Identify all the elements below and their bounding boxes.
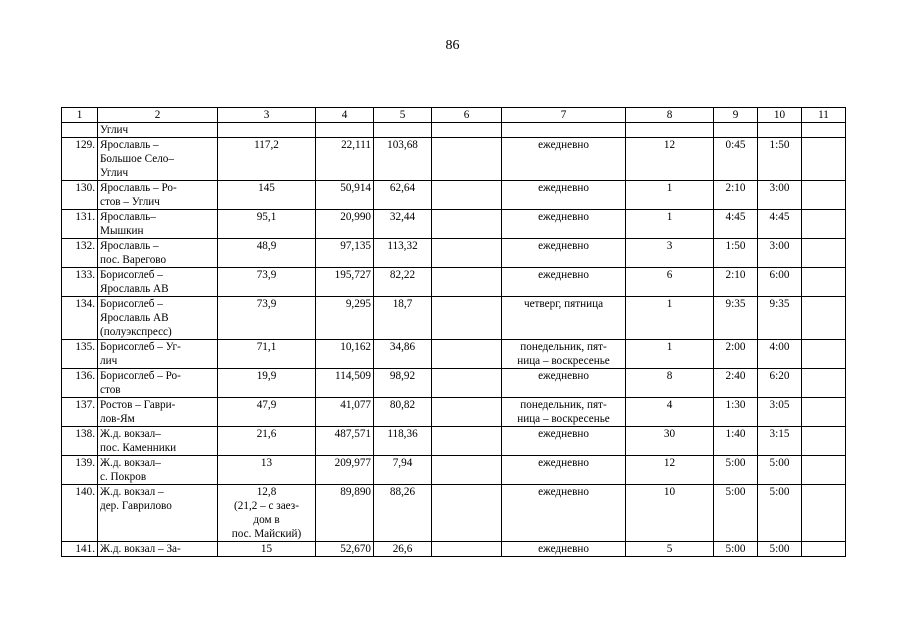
routes-table [61,107,846,557]
table-cell: 1 [626,210,714,239]
table-cell: 118,36 [374,427,432,456]
table-header-row [62,108,846,123]
table-cell [714,123,758,138]
table-cell: 82,22 [374,268,432,297]
table-cell: 26,6 [374,542,432,557]
table-cell: ежедневно [502,369,626,398]
table-cell: 6:20 [758,369,802,398]
table-cell: 2:00 [714,340,758,369]
table-cell: 9,295 [316,297,374,340]
table-row [62,340,846,369]
table-cell: 103,68 [374,138,432,181]
table-cell: 13 [218,456,316,485]
table-cell: 136. [62,369,98,398]
table-cell [432,542,502,557]
column-header-6: 6 [432,108,502,123]
table-cell [626,123,714,138]
table-cell [432,210,502,239]
table-cell: 34,86 [374,340,432,369]
table-cell: понедельник, пят- ница – воскресенье [502,398,626,427]
table-cell: 19,9 [218,369,316,398]
table-cell: 1:50 [758,138,802,181]
table-cell: Ярославль – Большое Село– Углич [98,138,218,181]
table-cell: 12 [626,138,714,181]
table-cell [802,297,846,340]
table-cell [802,138,846,181]
table-cell: 30 [626,427,714,456]
table-cell: 20,990 [316,210,374,239]
table-cell [432,340,502,369]
table-cell: 1:30 [714,398,758,427]
table-cell: 0:45 [714,138,758,181]
table-cell [802,427,846,456]
table-cell: 1 [626,181,714,210]
table-cell: 21,6 [218,427,316,456]
table-cell: ежедневно [502,542,626,557]
table-cell [432,138,502,181]
table-cell: ежедневно [502,427,626,456]
table-cell: 9:35 [714,297,758,340]
table-cell: 4 [626,398,714,427]
table-cell: ежедневно [502,210,626,239]
table-cell: 7,94 [374,456,432,485]
table-cell: ежедневно [502,181,626,210]
table-cell [802,340,846,369]
table-cell: 3:15 [758,427,802,456]
table-cell: 137. [62,398,98,427]
table-cell: 134. [62,297,98,340]
table-row [62,369,846,398]
table-cell: Ярославль – пос. Варегово [98,239,218,268]
column-header-2: 2 [98,108,218,123]
table-cell [432,123,502,138]
table-cell: 4:45 [758,210,802,239]
table-cell: 95,1 [218,210,316,239]
table-cell: 3:00 [758,239,802,268]
table-cell: 50,914 [316,181,374,210]
table-cell: 62,64 [374,181,432,210]
table-row [62,297,846,340]
table-cell [802,210,846,239]
table-row [62,181,846,210]
table-row [62,485,846,542]
table-cell: 2:10 [714,181,758,210]
table-cell: 1 [626,340,714,369]
table-cell: 9:35 [758,297,802,340]
table-cell [374,123,432,138]
table-row [62,268,846,297]
table-cell: 10,162 [316,340,374,369]
table-cell: 117,2 [218,138,316,181]
table-cell: Ж.д. вокзал– с. Покров [98,456,218,485]
table-cell: 3:00 [758,181,802,210]
table-cell: 113,32 [374,239,432,268]
table-cell: 141. [62,542,98,557]
table-cell [432,369,502,398]
table-cell [502,123,626,138]
table-cell: 4:00 [758,340,802,369]
column-header-1: 1 [62,108,98,123]
table-cell: 41,077 [316,398,374,427]
table-cell [432,297,502,340]
table-cell [218,123,316,138]
table-cell [432,456,502,485]
table-cell: 32,44 [374,210,432,239]
table-cell: Борисоглеб – Ярославль АВ (полуэкспресс) [98,297,218,340]
table-row [62,138,846,181]
column-header-4: 4 [316,108,374,123]
table-cell: 129. [62,138,98,181]
table-cell [802,398,846,427]
table-cell: 97,135 [316,239,374,268]
table-cell: ежедневно [502,138,626,181]
table-cell: ежедневно [502,456,626,485]
table-row [62,210,846,239]
table-cell: 15 [218,542,316,557]
table-cell [802,485,846,542]
table-cell: 80,82 [374,398,432,427]
table-cell: 130. [62,181,98,210]
table-cell: 12 [626,456,714,485]
table-cell: 2:10 [714,268,758,297]
table-cell [802,268,846,297]
table-cell: 73,9 [218,268,316,297]
table-cell [62,123,98,138]
table-cell: 12,8 (21,2 – с заез- дом в пос. Майский) [218,485,316,542]
table-cell [432,239,502,268]
table-cell: 487,571 [316,427,374,456]
table-cell: 88,26 [374,485,432,542]
table-cell: ежедневно [502,485,626,542]
table-cell: 5:00 [758,542,802,557]
table-cell: четверг, пятница [502,297,626,340]
table-row [62,239,846,268]
table-row [62,123,846,138]
table-cell: Ж.д. вокзал – дер. Гаврилово [98,485,218,542]
table-row [62,427,846,456]
table-cell: 5 [626,542,714,557]
table-cell: 10 [626,485,714,542]
table-cell: Борисоглеб – Ро- стов [98,369,218,398]
table-cell: 5:00 [714,542,758,557]
table-cell: 6:00 [758,268,802,297]
table-cell: 139. [62,456,98,485]
table-cell: 2:40 [714,369,758,398]
table-cell: 3 [626,239,714,268]
table-cell [802,181,846,210]
table-cell: 52,670 [316,542,374,557]
table-row [62,456,846,485]
column-header-3: 3 [218,108,316,123]
column-header-10: 10 [758,108,802,123]
table-cell [802,369,846,398]
table-cell [802,456,846,485]
table-cell: 22,111 [316,138,374,181]
table-cell: Ж.д. вокзал – За- [98,542,218,557]
table-row [62,542,846,557]
table-cell [802,542,846,557]
table-cell: Борисоглеб – Ярославль АВ [98,268,218,297]
table-cell: Ярославль– Мышкин [98,210,218,239]
table-cell: 209,977 [316,456,374,485]
table-cell: 138. [62,427,98,456]
column-header-5: 5 [374,108,432,123]
table-cell: 3:05 [758,398,802,427]
table-cell: понедельник, пят- ница – воскресенье [502,340,626,369]
table-cell: 6 [626,268,714,297]
table-cell: 98,92 [374,369,432,398]
table-cell: 48,9 [218,239,316,268]
table-cell: 8 [626,369,714,398]
table-cell [432,485,502,542]
table-cell: 1 [626,297,714,340]
column-header-8: 8 [626,108,714,123]
table-cell: 73,9 [218,297,316,340]
page-number: 86 [445,38,460,53]
table-cell [758,123,802,138]
table-cell: 5:00 [758,485,802,542]
table-cell: 114,509 [316,369,374,398]
table-cell: 89,890 [316,485,374,542]
table-cell [432,268,502,297]
table-cell: Углич [98,123,218,138]
column-header-9: 9 [714,108,758,123]
table-cell: Ж.д. вокзал– пос. Каменники [98,427,218,456]
table-cell: 18,7 [374,297,432,340]
table-cell: 131. [62,210,98,239]
table-cell: 47,9 [218,398,316,427]
table-cell [432,181,502,210]
table-cell [316,123,374,138]
table-cell: Ярославль – Ро- стов – Углич [98,181,218,210]
table-cell: 145 [218,181,316,210]
table-cell: 5:00 [714,485,758,542]
table-cell: Борисоглеб – Уг- лич [98,340,218,369]
table-cell [432,427,502,456]
table-cell: ежедневно [502,268,626,297]
table-cell: 132. [62,239,98,268]
table-cell: Ростов – Гаври- лов-Ям [98,398,218,427]
column-header-11: 11 [802,108,846,123]
table-cell: 5:00 [758,456,802,485]
table-cell [432,398,502,427]
table-cell: 1:40 [714,427,758,456]
table-row [62,398,846,427]
table-cell: 135. [62,340,98,369]
table-cell: 4:45 [714,210,758,239]
table-cell: 71,1 [218,340,316,369]
table-cell: 5:00 [714,456,758,485]
table-cell: ежедневно [502,239,626,268]
table-cell: 140. [62,485,98,542]
table-cell: 1:50 [714,239,758,268]
table-cell [802,123,846,138]
column-header-7: 7 [502,108,626,123]
table-cell [802,239,846,268]
table-cell: 195,727 [316,268,374,297]
table-cell: 133. [62,268,98,297]
